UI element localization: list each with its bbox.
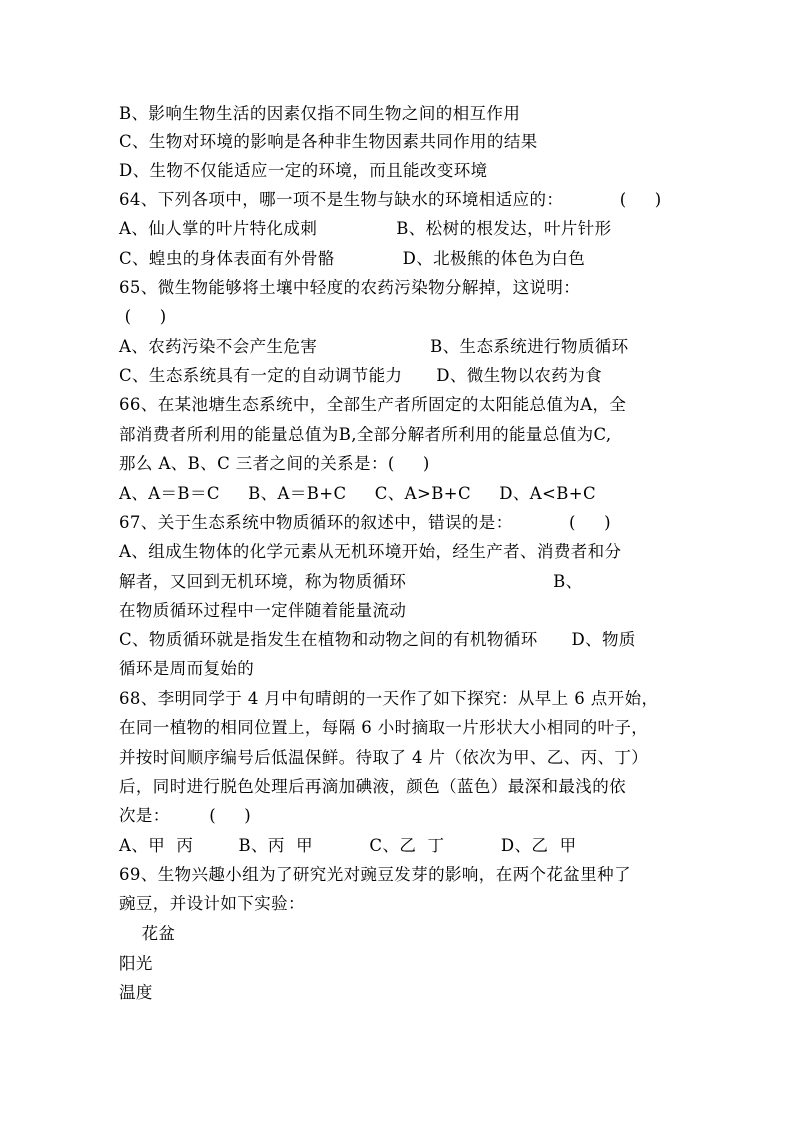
text-line: 69、生物兴趣小组为了研究光对豌豆发芽的影响，在两个花盆里种了 <box>119 865 631 884</box>
text-line: 68、李明同学于 4 月中旬晴朗的一天作了如下探究：从早上 6 点开始， <box>119 689 659 708</box>
text-line: D、生物不仅能适应一定的环境，而且能改变环境 <box>119 161 488 180</box>
text-line: 豌豆，并设计如下实验： <box>119 894 305 913</box>
text-line: 后，同时进行脱色处理后再滴加碘液，颜色（蓝色）最深和最浅的依 <box>119 777 626 796</box>
text-line: 循环是周而复始的 <box>119 659 255 678</box>
text-line: 66、在某池塘生态系统中，全部生产者所固定的太阳能总值为A，全 <box>119 395 627 414</box>
text-line: 在物质循环过程中一定伴随着能量流动 <box>119 601 407 620</box>
text-line: ( ) <box>119 307 167 326</box>
text-line: 并按时间顺序编号后低温保鲜。待取了 4 片（依次为甲、乙、丙、丁） <box>119 748 649 767</box>
text-line: 温度 <box>119 983 153 1002</box>
text-line: C、生态系统具有一定的自动调节能力 D、微生物以农药为食 <box>119 366 603 385</box>
text-line: 那么 A、B、C 三者之间的关系是：( ) <box>119 454 430 473</box>
text-line: 部消费者所利用的能量总值为B,全部分解者所利用的能量总值为C, <box>119 425 612 444</box>
text-line: 在同一植物的相同位置上，每隔 6 小时摘取一片形状大小相同的叶子， <box>119 718 649 737</box>
text-line: 花盆 <box>119 924 176 943</box>
text-line: A、A＝B＝C B、A＝B+C C、A>B+C D、A<B+C <box>119 484 597 503</box>
text-line: C、物质循环就是指发生在植物和动物之间的有机物循环 D、物质 <box>119 630 636 649</box>
text-line: 阳光 <box>119 954 153 973</box>
text-line: 67、关于生态系统中物质循环的叙述中，错误的是： ( ) <box>119 513 611 532</box>
text-line: A、甲 丙 B、丙 甲 C、乙 丁 D、乙 甲 <box>119 836 577 855</box>
text-line: 64、下列各项中，哪一项不是生物与缺水的环境相适应的： ( ) <box>119 190 662 209</box>
text-line: A、仙人掌的叶片特化成刺 B、松树的根发达，叶片针形 <box>119 219 612 238</box>
text-line: A、组成生物体的化学元素从无机环境开始，经生产者、消费者和分 <box>119 542 622 561</box>
text-line: A、农药污染不会产生危害 B、生态系统进行物质循环 <box>119 337 629 356</box>
text-line: 解者，又回到无机环境，称为物质循环 B、 <box>119 572 583 591</box>
text-line: B、影响生物生活的因素仅指不同生物之间的相互作用 <box>119 104 521 123</box>
text-line: 65、微生物能够将土壤中轻度的农药污染物分解掉，这说明： <box>119 278 581 297</box>
text-line: C、蝗虫的身体表面有外骨骼 D、北极熊的体色为白色 <box>119 249 586 268</box>
text-line: C、生物对环境的影响是各种非生物因素共同作用的结果 <box>119 132 538 151</box>
text-line: 次是： ( ) <box>119 806 252 825</box>
